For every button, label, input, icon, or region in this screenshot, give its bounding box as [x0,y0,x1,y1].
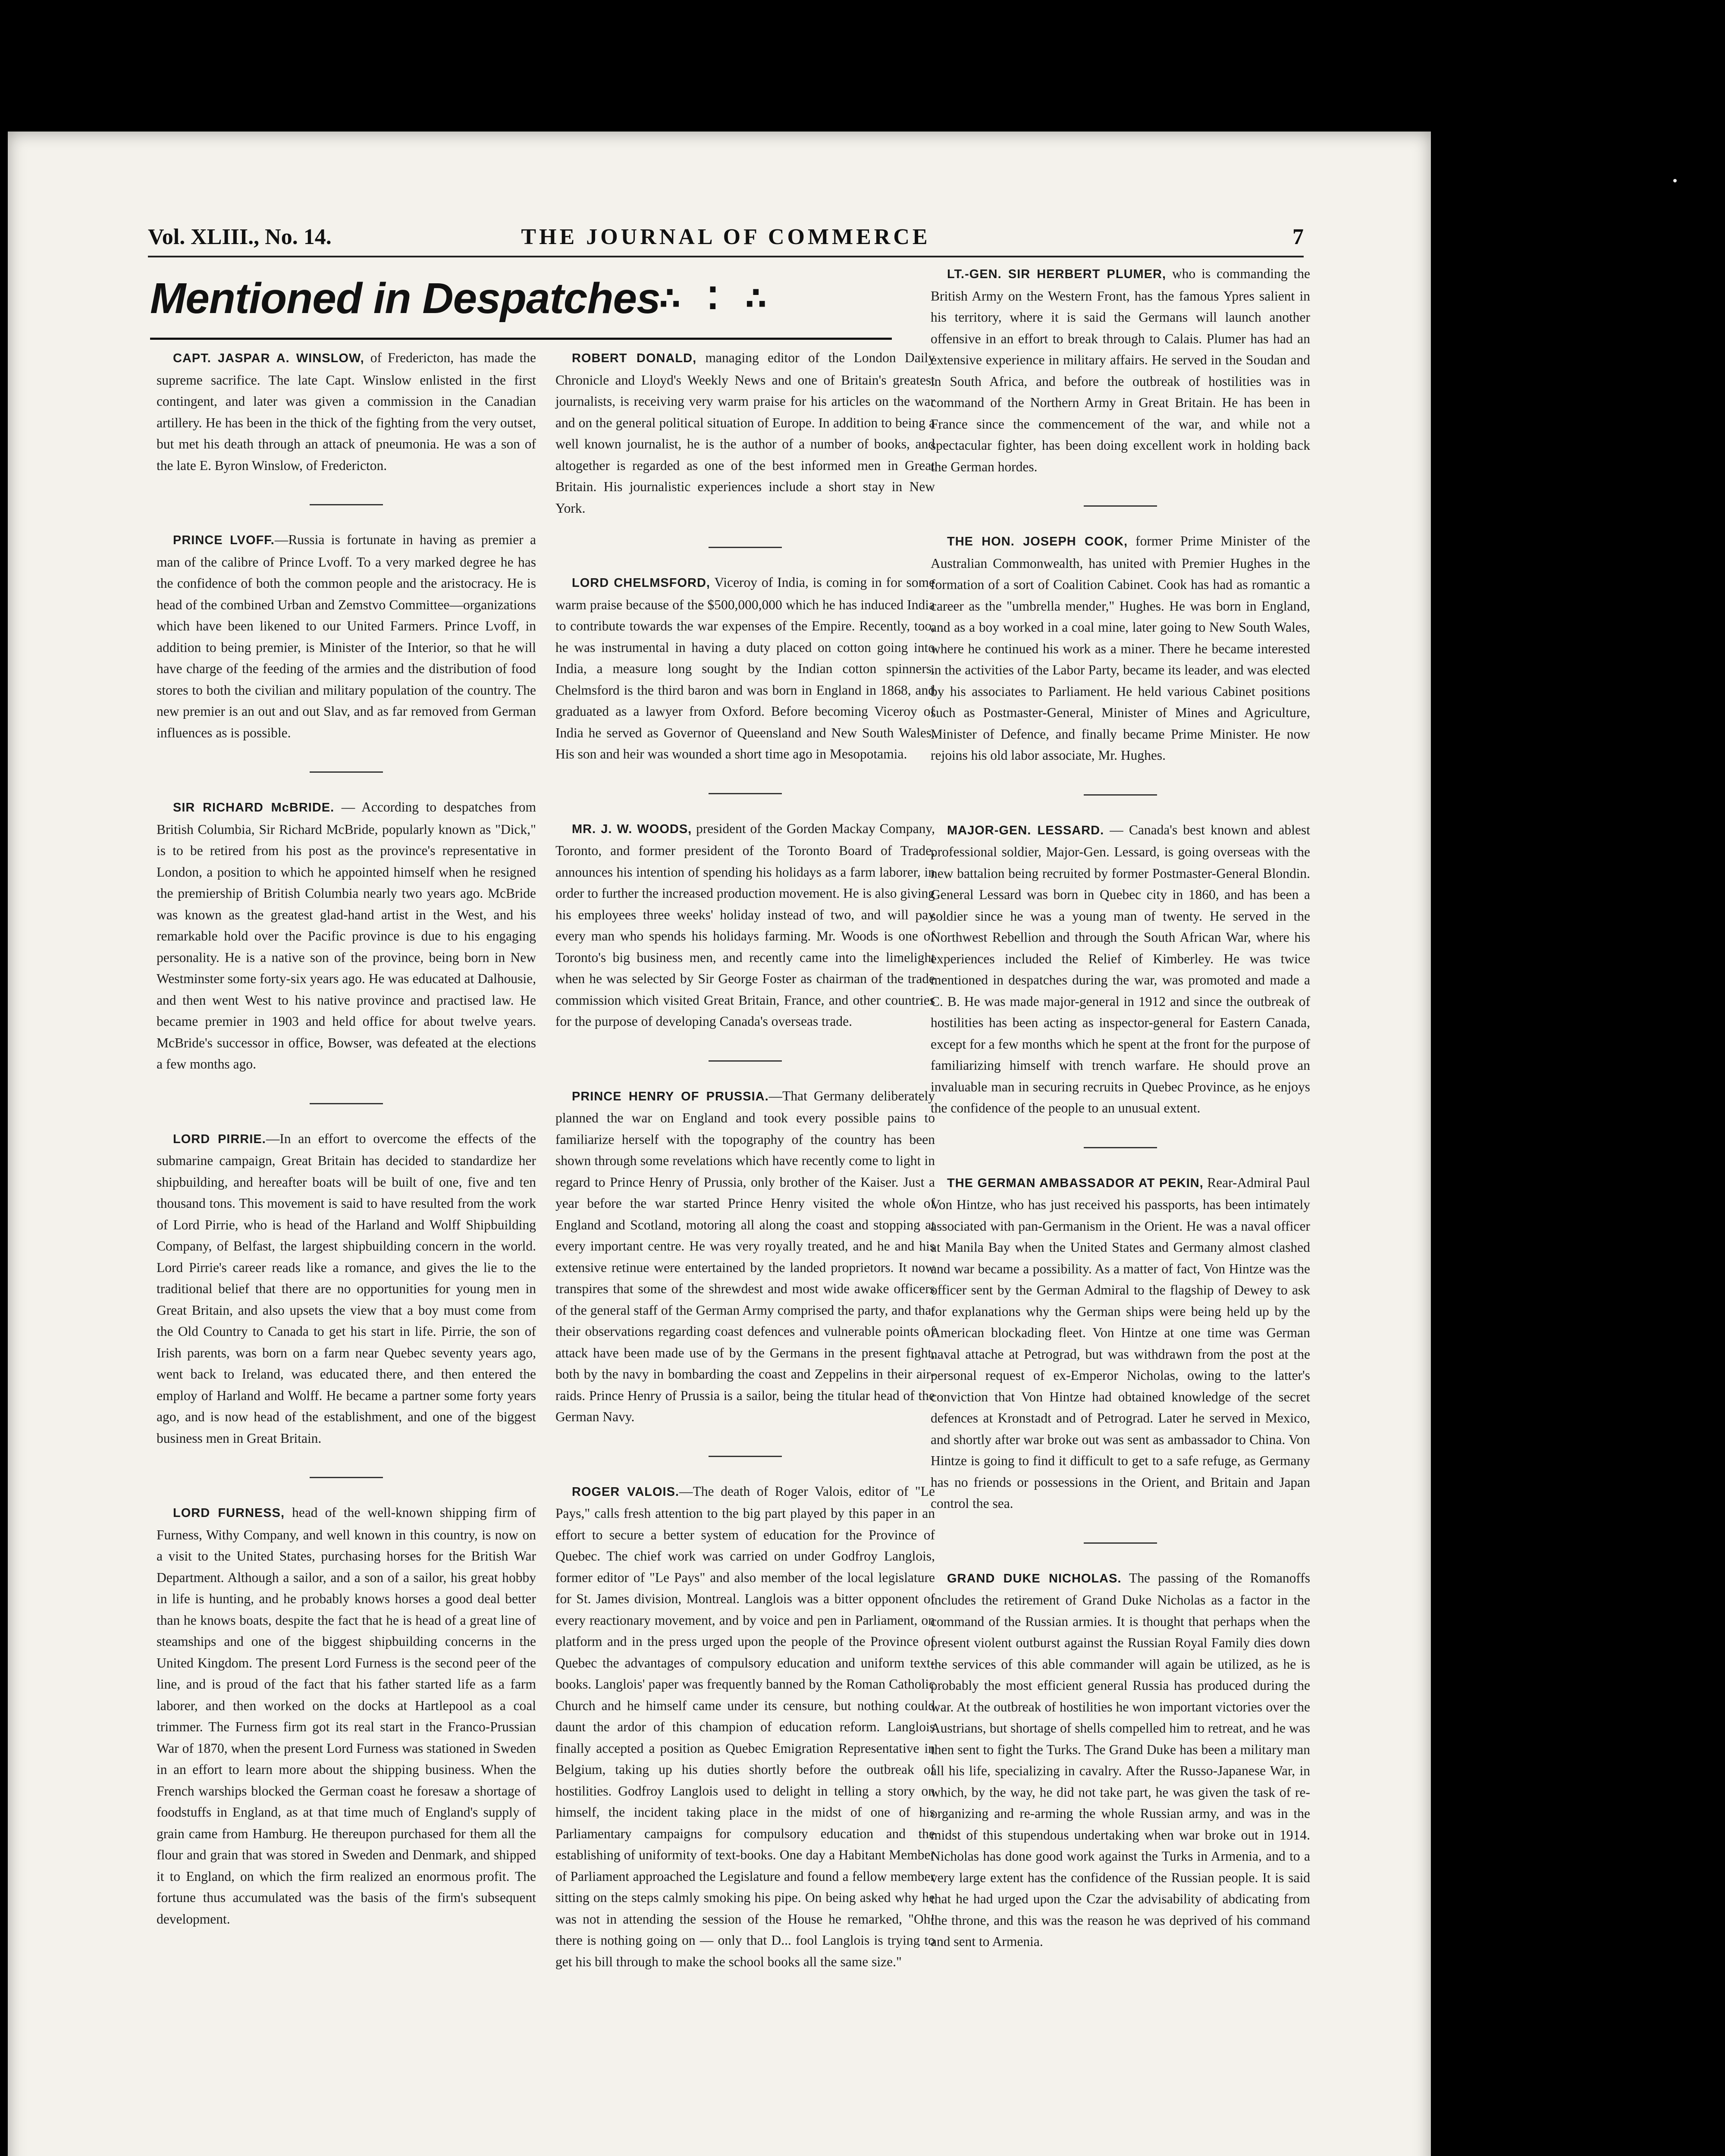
article-name: LORD CHELMSFORD, [572,576,710,590]
article-text: Viceroy of India, is coming in for some warm praise because of the $500,000,000 which he has induced India to contribute towards the war expenses of the Empire. Recently, too, he was instrumental in having a duty placed on cotton going into India, a measure long sought by the Indian cotton spinners. Chelmsford is the third baron and was born in England in 1868, and graduated as a lawyer from Oxford. Before becoming Viceroy of India he served as Governor of Queensland and New South Wales. His son and heir was wounded a short time ago in Mesopotamia. [555,575,935,761]
article-nicholas [931,1567,1310,1952]
article-divider [709,1060,782,1062]
article-divider [709,547,782,548]
article-text: —Russia is fortunate in having as premier a man of the calibre of Prince Lvoff. To a very marked degree he has the confidence of both the common people and the aristocracy. He is head of the combined Urban and Zemstvo Committee—organizations which have been likened to our United Farmers. Prince Lvoff, in addition to being premier, is Minister of the Interior, so that he will have charge of the feeding of the armies and the distribution of food stores to both the civilian and military population of the country. The new premier is an out and out Slav, and as far removed from German influences as is possible. [157,532,536,740]
ornament-dots: ∴ ⁚ ∴ [659,280,775,317]
article-divider [310,1477,383,1478]
section-title: Mentioned in Despatches [150,274,660,323]
article-pirrie [157,1128,536,1449]
film-speck [1673,179,1677,182]
article-text: — According to despatches from British Columbia, Sir Richard McBride, popularly known as "Dick," is to be retired from his post as the province's representative in London, a position to which he appointed himself when he resigned the premiership of British Columbia nearly two years ago. McBride was known as the greatest glad-hand artist in the West, and his remarkable hold over the Pacific province is due to his engaging personality. He is a native son of the province, being born in New Westminster some forty-six years ago. He was educated at Dalhousie, and then went West to his native province and practised law. He became premier in 1903 and held office for about twelve years. McBride's successor in office, Bowser, was defeated at the elections a few months ago. [157,799,536,1072]
article-cook [931,530,1310,766]
page-header [148,224,1304,254]
article-name: THE HON. JOSEPH COOK, [947,535,1128,548]
journal-title: THE JOURNAL OF COMMERCE [521,225,931,249]
article-text: —In an effort to overcome the effects of the submarine campaign, Great Britain has decided to standardize her shipbuilding, and hereafter boats will be built of one, five and ten thousand tons. This movement is said to have resulted from the work of Lord Pirrie, who is head of the Harland and Wolff Shipbuilding Company, of Belfast, the largest shipbuilding concern in the world. Lord Pirrie's career reads like a romance, and gives the lie to the traditional belief that there are no opportunities for young men in Great Britain, and also upsets the view that a boy must come from the Old Country to Canada to get his start in life. Pirrie, the son of Irish parents, was born on a farm near Quebec seventy years ago, went back to Ireland, was educated there, and then entered the employ of Harland and Wolff. He became a partner some forty years ago, and is now head of the establishment, and one of the biggest business men in Great Britain. [157,1131,536,1446]
article-divider [1084,505,1157,507]
page-number: 7 [1292,225,1304,249]
article-name: CAPT. JASPAR A. WINSLOW, [173,351,364,365]
article-name: LT.-GEN. SIR HERBERT PLUMER, [947,267,1167,281]
article-furness [157,1502,536,1930]
article-text: —That Germany deliberately planned the war on England and took every possible pains to familiarize herself with the topography of the country has been shown through some revelations which have recently come to light in regard to Prince Henry of Prussia, only brother of the Kaiser. Just a year before the war started Prince Henry visited the whole of England and Scotland, motoring all along the coast and stopping at every important centre. He was very royally treated, and he and his extensive retinue were entertained by the landed proprietors. It now transpires that some of the shrewdest and most wide awake officers of the general staff of the German Army comprised the party, and that their observations regarding coast defences and vulnerable points of attack have been made use of by the Germans in the present fight, both by the navy in bombarding the coast and Zeppelins in their air-raids. Prince Henry of Prussia is a sailor, being the titular head of the German Navy. [555,1088,935,1424]
article-name: LORD PIRRIE. [173,1132,266,1146]
article-woods [555,818,935,1032]
article-text: managing editor of the London Daily Chronicle and Lloyd's Weekly News and one of Britain's greatest journalists, is receiving very warm praise for his articles on the war and on the general political situation of Europe. In addition to being a well known journalist, he is the author of a number of books, and altogether is regarded as one of the best informed men in Great Britain. His journalistic experiences include a short stay in New York. [555,350,935,516]
article-text: — Canada's best known and ablest professional soldier, Major-Gen. Lessard, is going overseas with the new battalion being recruited by former Postmaster-General Blondin. General Lessard was born in Quebec city in 1860, and has been a soldier since he was a young man of twenty. He served in the Northwest Rebellion and through the South African War, where his experiences included the Relief of Kimberley. He was twice mentioned in despatches during the war, was promoted and made a C. B. He was made major-general in 1912 and since the outbreak of hostilities has been acting as inspector-general for Eastern Canada, except for a few months which he spent at the front for the purpose of familiarizing himself with trench warfare. He should prove an invaluable man in securing recruits in Quebec Province, as he enjoys the confidence of the people to an unusual extent. [931,822,1310,1116]
article-name: PRINCE HENRY OF PRUSSIA. [572,1089,769,1103]
column-1 [157,347,536,1930]
article-name: LORD FURNESS, [173,1506,285,1520]
article-name: MAJOR-GEN. LESSARD. [947,823,1104,837]
newspaper-page [8,132,1431,2156]
article-lvoff [157,529,536,743]
article-text: —The death of Roger Valois, editor of "Le Pays," calls fresh attention to the big part played by this paper in an effort to secure a better system of education for the Province of Quebec. The chief work was carried on under Godfroy Langlois, former editor of "Le Pays" and also member of the local legislature for St. James division, Montreal. Langlois was a bitter opponent of every reactionary movement, and by voice and pen in Parliament, on platform and in the press urged upon the people of the Province of Quebec the advantages of compulsory education and uniform text-books. Langlois' paper was frequently banned by the Roman Catholic Church and he himself came under its censure, but nothing could daunt the ardor of this champion of education reform. Langlois finally accepted a position as Quebec Emigration Representative in Belgium, taking up his duties shortly before the outbreak of hostilities. Godfroy Langlois used to delight in telling a story on himself, the incident taking place in the midst of one of his Parliamentary campaigns for compulsory education and the establishing of uniformity of text-books. One day a Habitant Member of Parliament approached the Legislature and found a fellow member sitting on the steps calmly smoking his pipe. On being asked why he was not in attending the session of the House he remarked, "Oh! there is nothing going on — only that D... fool Langlois is trying to get his bill through to make the school books all the same size." [555,1483,935,1969]
header-rule [148,256,1304,257]
article-text: Rear-Admiral Paul Von Hintze, who has just received his passports, has been intimately associated with pan-Germanism in the Orient. He was a naval officer at Manila Bay when the United States and Germany almost clashed and war became a possibility. As a matter of fact, Von Hintze was the officer sent by the German Admiral to the flagship of Dewey to ask for explanations why the German ships were being held up by the American blockading fleet. Von Hintze at one time was German naval attache at Petrograd, but was withdrawn from the post at the personal request of ex-Emperor Nicholas, owing to the latter's conviction that Von Hintze had obtained knowledge of the secret defences at Kronstadt and of Petrograd. Later he served in Mexico, and shortly after war broke out was sent as ambassador to China. Von Hintze is going to find it difficult to get to a safe refuge, as Germany has no friends or possessions in the Orient, and Britain and Japan control the sea. [931,1175,1310,1511]
article-name: GRAND DUKE NICHOLAS. [947,1571,1122,1586]
article-text: who is commanding the British Army on the Western Front, has the famous Ypres salient in his territory, where it is said the Germans will launch another offensive in an effort to break through to Calais. Plumer has had an extensive experience in military affairs. He served in the Soudan and in South Africa, and before the outbreak of hostilities was in command of the Northern Army in Great Britain. He has been in France since the commencement of the war, and while not a spectacular fighter, has been doing excellent work in holding back the German hordes. [931,266,1310,474]
volume-number: Vol. XLIII., No. 14. [148,225,332,249]
article-name: ROBERT DONALD, [572,351,697,365]
article-divider [1084,794,1157,796]
article-donald [555,347,935,519]
column-2 [555,347,935,1972]
article-divider [709,793,782,794]
article-name: SIR RICHARD McBRIDE. [173,801,335,815]
article-winslow [157,347,536,476]
article-name: ROGER VALOIS. [572,1485,679,1499]
article-lessard [931,819,1310,1119]
column-3 [931,263,1310,1952]
article-name: MR. J. W. WOODS, [572,822,692,836]
article-text: The passing of the Romanoffs includes the retirement of Grand Duke Nicholas as a factor in the command of the Russian armies. It is thought that perhaps when the present violent outburst against the Russian Royal Family dies down the services of this able commander will again be utilized, as he is probably the most efficient general Russia has produced during the war. At the outbreak of hostilities he won important victories over the Austrians, but shortage of shells compelled him to retreat, and he was then sent to fight the Turks. The Grand Duke has been a military man all his life, specializing in cavalry. After the Russo-Japanese War, in which, by the way, he did not take part, he was given the task of re-organizing and re-arming the whole Russian army, and was in the midst of this stupendous undertaking when war broke out in 1914. Nicholas has done good work against the Turks in Armenia, and to a very large extent has the confidence of the Russian people. It is said that he had urged upon the Czar the advisability of abdicating from the throne, and this was the reason he was deprived of his command and sent to Armenia. [931,1570,1310,1949]
article-name: THE GERMAN AMBASSADOR AT PEKIN, [947,1176,1204,1190]
article-divider [310,771,383,773]
article-divider [1084,1542,1157,1544]
article-valois [555,1481,935,1973]
section-rule [150,338,892,340]
article-text: former Prime Minister of the Australian Commonwealth, has united with Premier Hughes in the formation of a sort of Coalition Cabinet. Cook has had as romantic a career as the "umbrella mender," Hughes. He was born in England, and as a boy worked in a coal mine, later going to New South Wales, where he continued his work as a miner. There he became interested in the activities of the Labor Party, became its leader, and was elected by his associates to Parliament. He held various Cabinet positions such as Postmaster-General, Minister of Mines and Agriculture, Minister of Defence, and finally became Prime Minister. He now rejoins his old labor associate, Mr. Hughes. [931,533,1310,763]
article-divider [310,1103,383,1104]
article-text: president of the Gorden Mackay Company, Toronto, and former president of the Toronto Board of Trade, announces his intention of spending his holidays as a farm laborer, in order to further the increased production movement. He is also giving his employees three weeks' holiday instead of two, and will pay every man who spends his holidays farming. Mr. Woods is one of Toronto's big business men, and recently came into the limelight when he was selected by Sir George Foster as chairman of the trade commission which visited Great Britain, France, and other countries for the purpose of developing Canada's overseas trade. [555,821,935,1029]
article-name: PRINCE LVOFF. [173,533,275,547]
article-chelmsford [555,572,935,765]
article-mcbride [157,796,536,1075]
article-plumer [931,263,1310,477]
article-divider [310,504,383,505]
article-text: of Fredericton, has made the supreme sacrifice. The late Capt. Winslow enlisted in the first contingent, and later was given a commission in the Canadian artillery. He has been in the thick of the fighting from the very outset, but met his death through an attack of pneumonia. He was a son of the late E. Byron Winslow, of Fredericton. [157,350,536,473]
article-prince-henry [555,1085,935,1428]
article-text: head of the well-known shipping firm of Furness, Withy Company, and well known in this country, is now on a visit to the United States, purchasing horses for the British War Department. Although a sailor, and a son of a sailor, his great hobby in life is hunting, and he probably knows horses a good deal better than he knows boats, despite the fact that he is head of a great line of steamships and one of the biggest shipbuilding concerns in the United Kingdom. The present Lord Furness is the second peer of the line, and is proud of the fact that his father started life as a farm laborer, and then worked on the docks at Hartlepool as a coal trimmer. The Furness firm got its real start in the Franco-Prussian War of 1870, when the present Lord Furness was stationed in Sweden in an effort to learn more about the shipping business. When the French warships blocked the German coast he foresaw a shortage of foodstuffs in England, as at that time much of England's supply of grain came from Hamburg. He thereupon purchased for them all the flour and grain that was stored in Sweden and Denmark, and shipped it to England, on which the firm realized an enormous profit. The fortune thus accumulated was the basis of the firm's subsequent development. [157,1505,536,1927]
article-hintze [931,1172,1310,1514]
article-divider [709,1456,782,1457]
article-divider [1084,1147,1157,1148]
